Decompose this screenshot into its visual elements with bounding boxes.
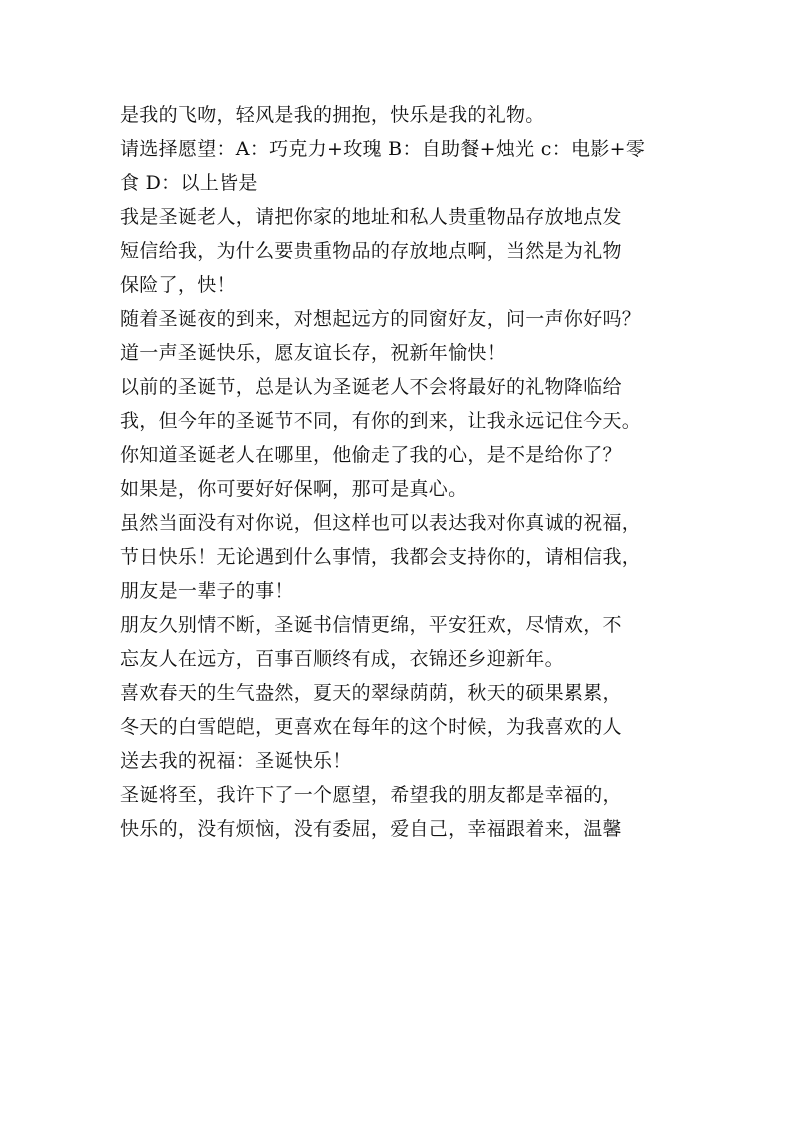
text-line: 我是圣诞老人，请把你家的地址和私人贵重物品存放地点发: [120, 206, 622, 228]
text-line: 朋友是一辈子的事！: [120, 580, 294, 602]
text-line: 短信给我，为什么要贵重物品的存放地点啊，当然是为礼物: [120, 240, 622, 262]
text-line: 节日快乐！无论遇到什么事情，我都会支持你的，请相信我，: [120, 546, 642, 568]
text-line: 你知道圣诞老人在哪里，他偷走了我的心，是不是给你了？: [120, 444, 622, 466]
text-line: 虽然当面没有对你说，但这样也可以表达我对你真诚的祝福，: [120, 512, 642, 534]
text-line: 快乐的，没有烦恼，没有委屈，爱自己，幸福跟着来，温馨: [120, 818, 622, 840]
text-line: 如果是，你可要好好保啊，那可是真心。: [120, 478, 468, 500]
text-line: 忘友人在远方，百事百顺终有成，衣锦还乡迎新年。: [120, 648, 564, 670]
document-body: [120, 98, 690, 846]
text-line: 随着圣诞夜的到来，对想起远方的同窗好友，问一声你好吗？: [120, 308, 642, 330]
text-line: 请选择愿望：A：巧克力+玫瑰 B：自助餐+烛光 c：电影+零: [120, 138, 646, 160]
text-line: 是我的飞吻，轻风是我的拥抱，快乐是我的礼物。: [120, 104, 545, 126]
text-line: 送去我的祝福：圣诞快乐！: [120, 750, 352, 772]
text-line: 冬天的白雪皑皑，更喜欢在每年的这个时候，为我喜欢的人: [120, 716, 622, 738]
text-line: 我，但今年的圣诞节不同，有你的到来，让我永远记住今天。: [120, 410, 642, 432]
text-line: 以前的圣诞节，总是认为圣诞老人不会将最好的礼物降临给: [120, 376, 622, 398]
text-line: 朋友久别情不断，圣诞书信情更绵，平安狂欢，尽情欢，不: [120, 614, 622, 636]
text-line: 道一声圣诞快乐，愿友谊长存，祝新年愉快！: [120, 342, 507, 364]
text-line: 圣诞将至，我许下了一个愿望，希望我的朋友都是幸福的，: [120, 784, 622, 806]
text-line: 保险了，快！: [120, 274, 236, 296]
text-line: 食 D：以上皆是: [120, 172, 258, 194]
text-line: 喜欢春天的生气盎然，夏天的翠绿荫荫，秋天的硕果累累，: [120, 682, 622, 704]
